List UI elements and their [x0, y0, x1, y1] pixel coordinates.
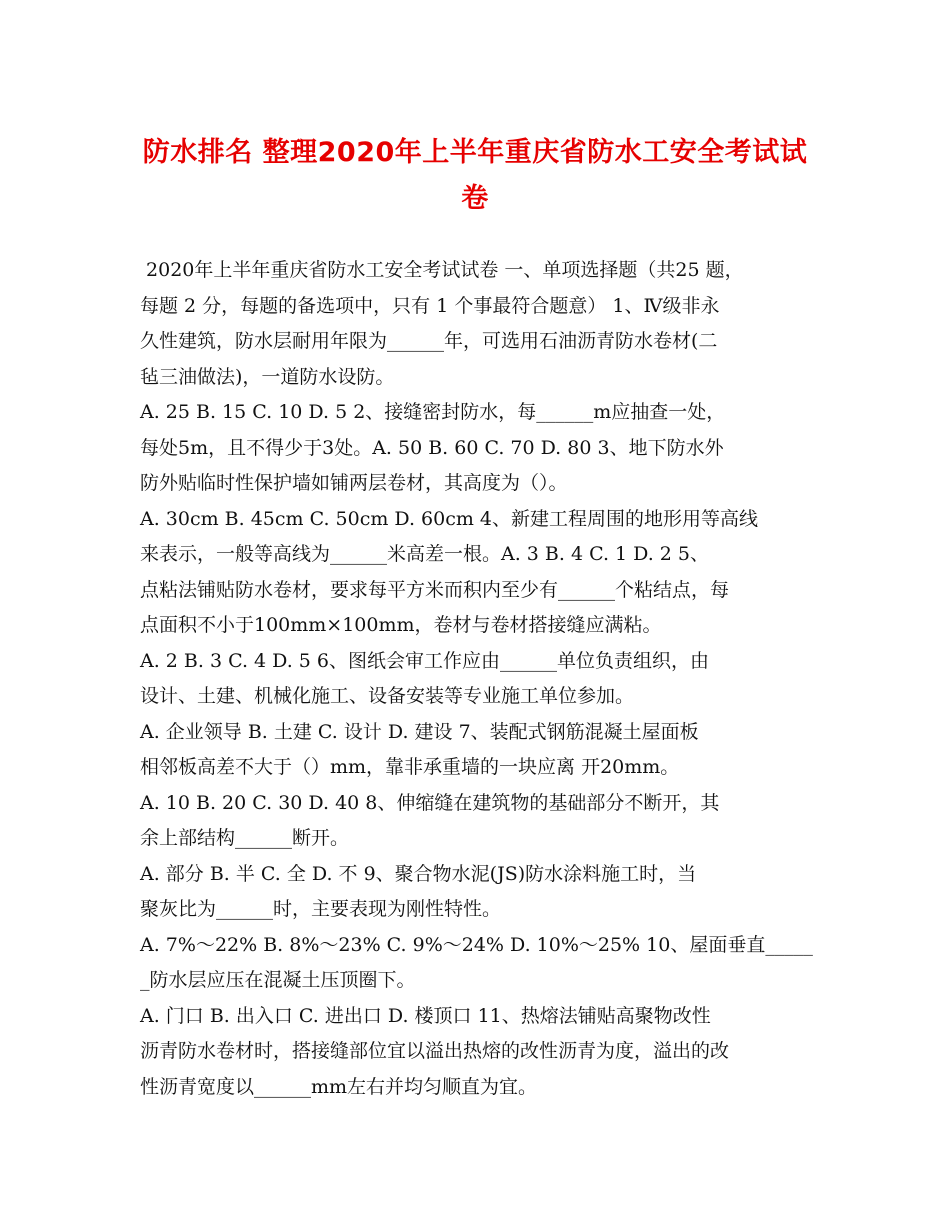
body-line: 2020年上半年重庆省防水工安全考试试卷 一、单项选择题（共25 题，: [140, 259, 744, 281]
body-line: 聚灰比为______时，主要表现为刚性特性。: [140, 898, 502, 920]
body-line: A. 7%～22% B. 8%～23% C. 9%～24% D. 10%～25% 10、屋面垂直_____: [140, 933, 813, 956]
title-line: 防水排名 整理2020年上半年重庆省防水工安全考试试: [142, 137, 808, 168]
body-line: A. 企业领导 B. 土建 C. 设计 D. 建设 7、装配式钢筋混凝土屋面板: [140, 720, 699, 743]
body-line: 每题 2 分，每题的备选项中，只有 1 个事最符合题意） 1、Ⅳ级非永: [140, 294, 720, 317]
body-line: 沥青防水卷材时，搭接缝部位宜以溢出热熔的改性沥青为度，溢出的改: [140, 1040, 730, 1062]
body-line: 余上部结构______断开。: [140, 827, 350, 849]
body-line: A. 25 B. 15 C. 10 D. 5 2、接缝密封防水，每______m应抽查一处，: [140, 401, 726, 423]
document-title: [140, 130, 810, 222]
body-line: 相邻板高差不大于（）mm，靠非承重墙的一块应离 开20mm。: [140, 756, 680, 778]
document-body: [140, 253, 820, 1105]
body-line: 久性建筑，防水层耐用年限为______年，可选用石油沥青防水卷材(二: [140, 330, 718, 352]
body-line: 性沥青宽度以______mm左右并均匀顺直为宜。: [140, 1075, 538, 1098]
body-line: _防水层应压在混凝土压顶圈下。: [140, 969, 416, 991]
title-line: 卷: [461, 183, 489, 214]
body-line: A. 部分 B. 半 C. 全 D. 不 9、聚合物水泥(JS)防水涂料施工时，当: [140, 862, 697, 885]
body-line: A. 2 B. 3 C. 4 D. 5 6、图纸会审工作应由______单位负责组织，由: [140, 649, 710, 672]
body-line: 来表示，一般等高线为______米高差一根。A. 3 B. 4 C. 1 D. 2 5、: [140, 543, 710, 565]
body-line: 毡三油做法)，一道防水设防。: [140, 365, 395, 388]
body-line: 防外贴临时性保护墙如铺两层卷材，其高度为（）。: [140, 472, 568, 494]
body-line: 点粘法铺贴防水卷材，要求每平方米而积内至少有______个粘结点，每: [140, 578, 730, 601]
body-line: A. 门口 B. 出入口 C. 进出口 D. 楼顶口 11、热熔法铺贴高聚物改性: [140, 1004, 711, 1027]
body-line: 每处5m，且不得少于3处。A. 50 B. 60 C. 70 D. 80 3、地下防水外: [140, 436, 724, 459]
body-line: A. 10 B. 20 C. 30 D. 40 8、伸缩缝在建筑物的基础部分不断开，其: [140, 791, 720, 814]
body-line: 设计、土建、机械化施工、设备安装等专业施工单位参加。: [140, 685, 635, 707]
body-line: A. 30cm B. 45cm C. 50cm D. 60cm 4、新建工程周围的地形用等高线: [140, 507, 759, 530]
body-line: 点面积不小于100mm×100mm，卷材与卷材搭接缝应满粘。: [140, 614, 662, 636]
